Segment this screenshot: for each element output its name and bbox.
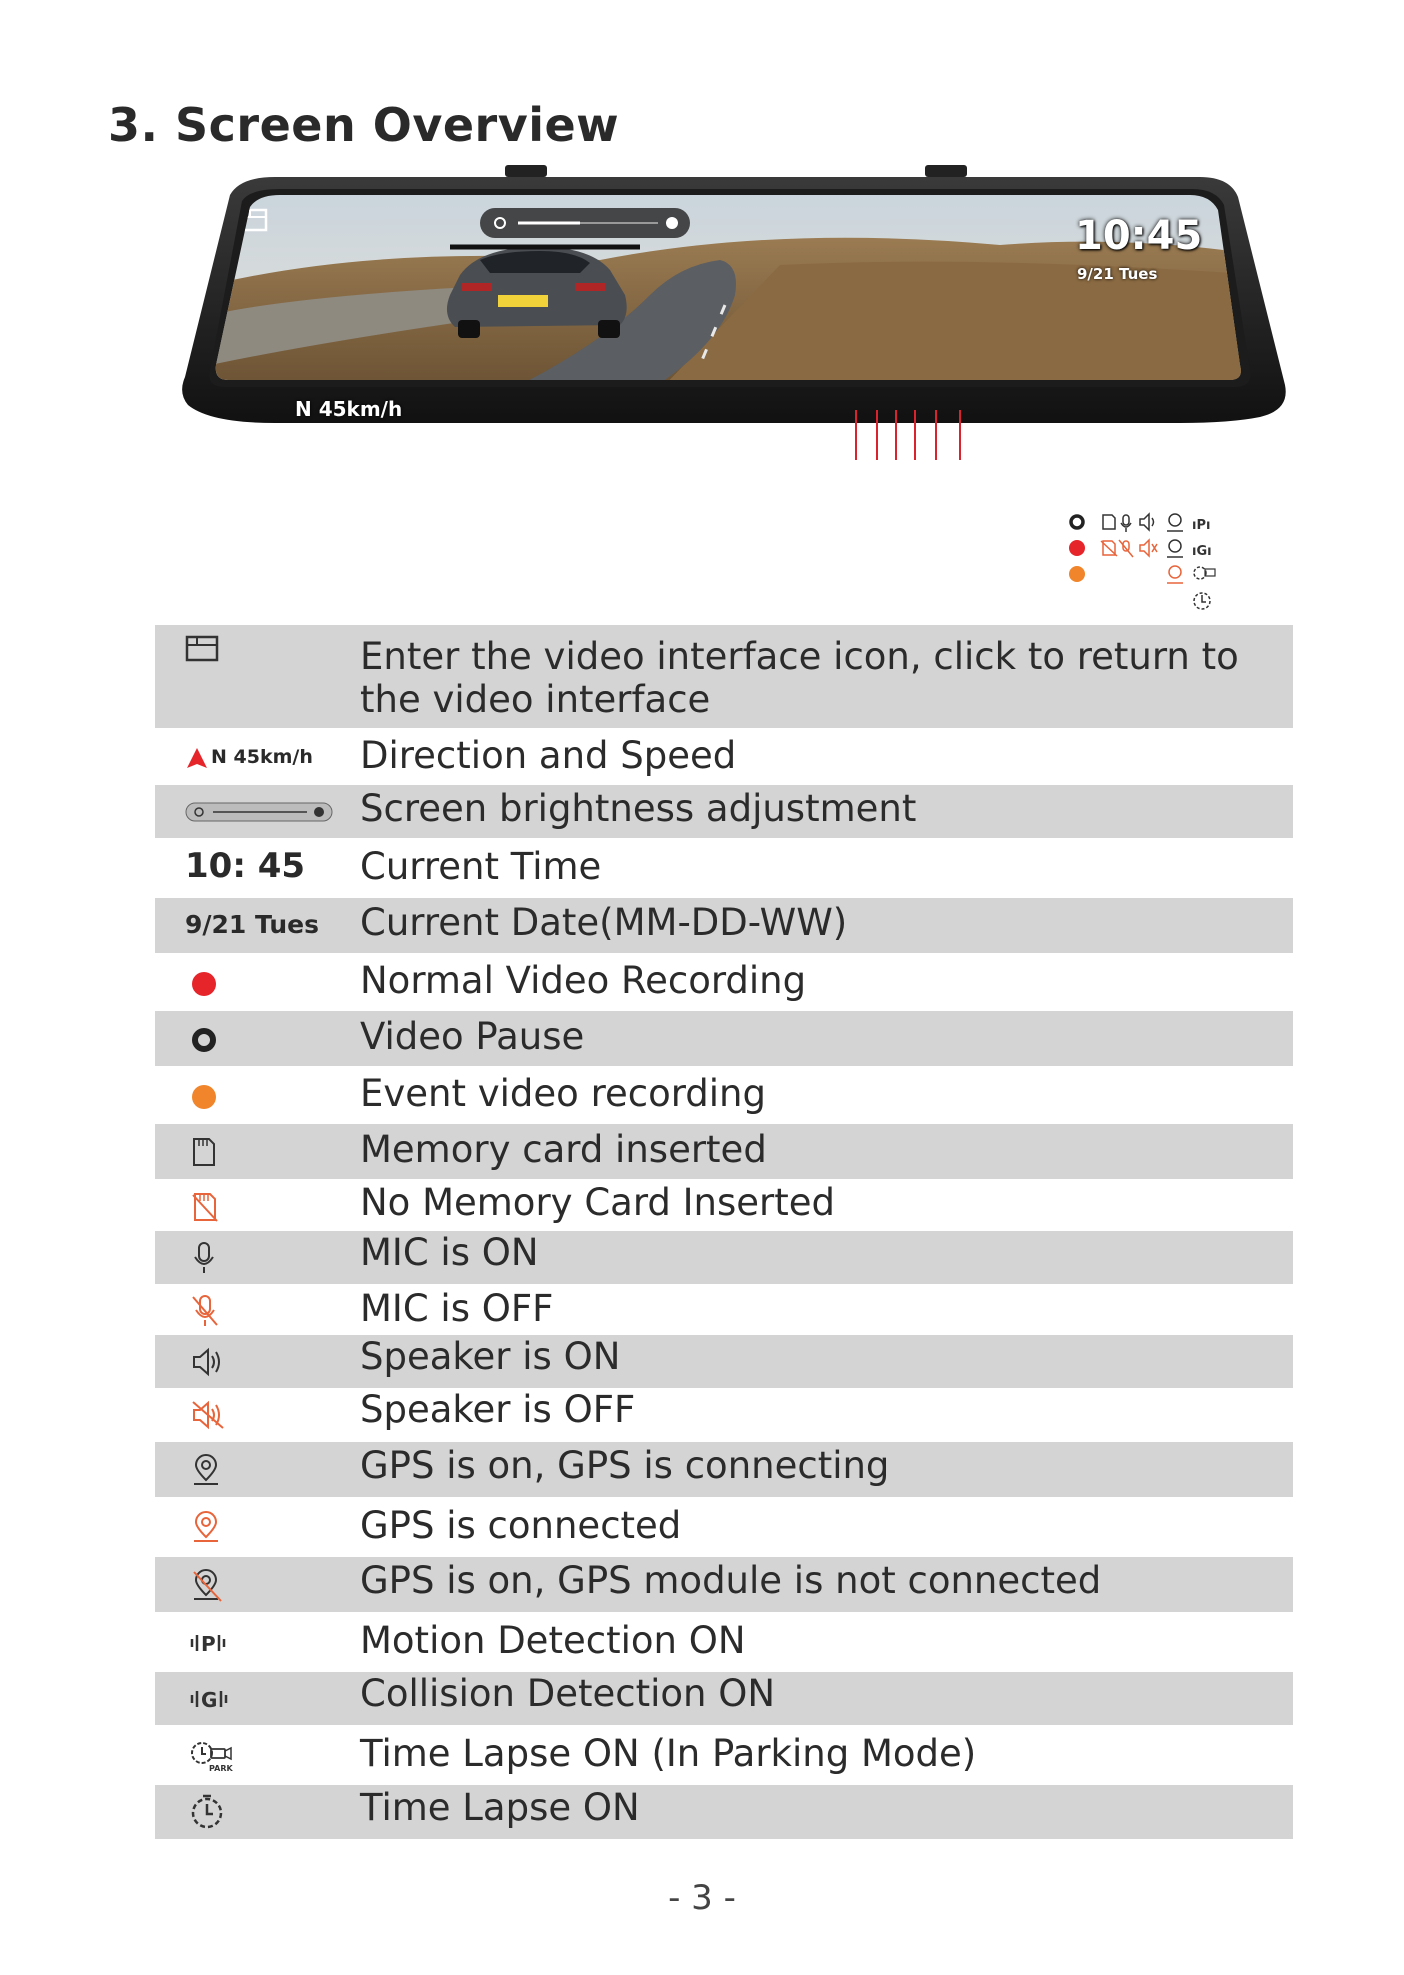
brightness-slider-icon xyxy=(185,801,333,823)
no-sd-card-icon xyxy=(191,1191,219,1223)
table-row xyxy=(155,728,1293,785)
table-row xyxy=(155,1066,1293,1124)
table-row xyxy=(155,1335,1293,1388)
record-dot-icon xyxy=(1069,540,1085,556)
table-row xyxy=(155,1672,1293,1725)
row-description: MIC is OFF xyxy=(360,1287,554,1330)
row-description: Current Date(MM-DD-WW) xyxy=(360,901,848,944)
svg-text:P: P xyxy=(201,1632,216,1656)
table-row xyxy=(155,1442,1293,1497)
svg-text:G: G xyxy=(201,1688,218,1712)
row-description: Enter the video interface icon, click to return to the video interface xyxy=(360,635,1239,721)
row-description: GPS is on, GPS is connecting xyxy=(360,1444,890,1487)
row-description: Speaker is ON xyxy=(360,1335,621,1378)
video-interface-icon xyxy=(185,635,219,663)
gps-not-connected-icon xyxy=(191,1569,223,1603)
table-row xyxy=(155,1231,1293,1284)
motion-detection-icon xyxy=(1192,518,1210,533)
gps-connected-orange-icon xyxy=(1167,566,1183,583)
table-row xyxy=(155,1388,1293,1442)
row-description: Event video recording xyxy=(360,1072,766,1115)
table-row xyxy=(155,1497,1293,1557)
svg-text:ıPı: ıPı xyxy=(1192,518,1211,533)
gps-icon xyxy=(1167,514,1183,531)
collision-detection-icon xyxy=(189,1684,231,1712)
speaker-off-icon xyxy=(191,1400,225,1430)
row-description: Time Lapse ON (In Parking Mode) xyxy=(360,1732,977,1775)
pause-dot-icon xyxy=(1071,516,1083,528)
mic-off-icon xyxy=(1119,540,1133,557)
motion-detection-icon xyxy=(189,1628,229,1656)
no-sd-card-icon xyxy=(1101,541,1117,556)
table-row xyxy=(155,785,1293,838)
row-description: MIC is ON xyxy=(360,1231,539,1274)
pause-dot-icon xyxy=(191,1027,217,1053)
table-row xyxy=(155,1011,1293,1066)
speaker-icon xyxy=(191,1347,225,1377)
row-description: Normal Video Recording xyxy=(360,959,807,1002)
direction-speed-icon-text: N 45km/h xyxy=(211,746,313,768)
gps-connected-icon xyxy=(191,1511,221,1545)
row-description: Speaker is OFF xyxy=(360,1388,636,1431)
icon-description-table xyxy=(155,625,1293,1839)
gps-connected-icon xyxy=(1167,540,1183,557)
mic-icon xyxy=(1121,515,1131,532)
date-icon-text: 9/21 Tues xyxy=(185,910,319,939)
sd-card-icon xyxy=(191,1136,217,1168)
page-number: - 3 - xyxy=(668,1878,736,1918)
time-lapse-park-icon xyxy=(189,1739,235,1773)
table-row xyxy=(155,1612,1293,1672)
table-row xyxy=(155,953,1293,1011)
speaker-off-icon xyxy=(1140,540,1157,556)
mic-off-icon xyxy=(191,1294,219,1328)
table-row xyxy=(155,1124,1293,1179)
table-row xyxy=(155,1284,1293,1335)
row-description: Collision Detection ON xyxy=(360,1672,776,1715)
time-icon-text: 10: 45 xyxy=(185,846,306,886)
table-row xyxy=(155,1557,1293,1612)
row-description: GPS is on, GPS module is not connected xyxy=(360,1559,1102,1602)
svg-text:PARK: PARK xyxy=(209,1764,233,1773)
status-icon-legend xyxy=(1060,405,1240,615)
record-dot-icon xyxy=(191,971,217,997)
collision-detection-icon xyxy=(1192,544,1212,559)
table-row xyxy=(155,1179,1293,1231)
screen-date: 9/21 Tues xyxy=(1077,265,1158,283)
sd-card-icon xyxy=(1103,515,1115,529)
row-description: Video Pause xyxy=(360,1015,585,1058)
event-record-dot-icon xyxy=(1069,566,1085,582)
row-description: Motion Detection ON xyxy=(360,1619,746,1662)
time-lapse-icon xyxy=(1194,593,1210,609)
direction-arrow-icon xyxy=(185,746,209,770)
row-description: Screen brightness adjustment xyxy=(360,787,917,830)
page-title: 3. Screen Overview xyxy=(108,98,620,152)
mic-icon xyxy=(191,1241,217,1275)
row-description: Direction and Speed xyxy=(360,734,737,777)
screen-speed: N 45km/h xyxy=(295,397,403,421)
screen-time: 10:45 xyxy=(1075,213,1203,259)
row-description: Memory card inserted xyxy=(360,1128,767,1171)
table-row xyxy=(155,1785,1293,1839)
time-lapse-icon xyxy=(189,1793,225,1831)
gps-connecting-icon xyxy=(191,1454,221,1488)
time-lapse-park-icon xyxy=(1194,567,1215,579)
row-description: Current Time xyxy=(360,845,602,888)
row-description: Time Lapse ON xyxy=(360,1786,640,1829)
table-row xyxy=(155,1725,1293,1785)
row-description: No Memory Card Inserted xyxy=(360,1181,836,1224)
svg-text:ıGı: ıGı xyxy=(1192,544,1212,559)
table-row xyxy=(155,898,1293,953)
table-row xyxy=(155,625,1293,728)
row-description: GPS is connected xyxy=(360,1504,682,1547)
event-record-dot-icon xyxy=(191,1084,217,1110)
speaker-icon xyxy=(1140,514,1154,530)
table-row xyxy=(155,838,1293,898)
